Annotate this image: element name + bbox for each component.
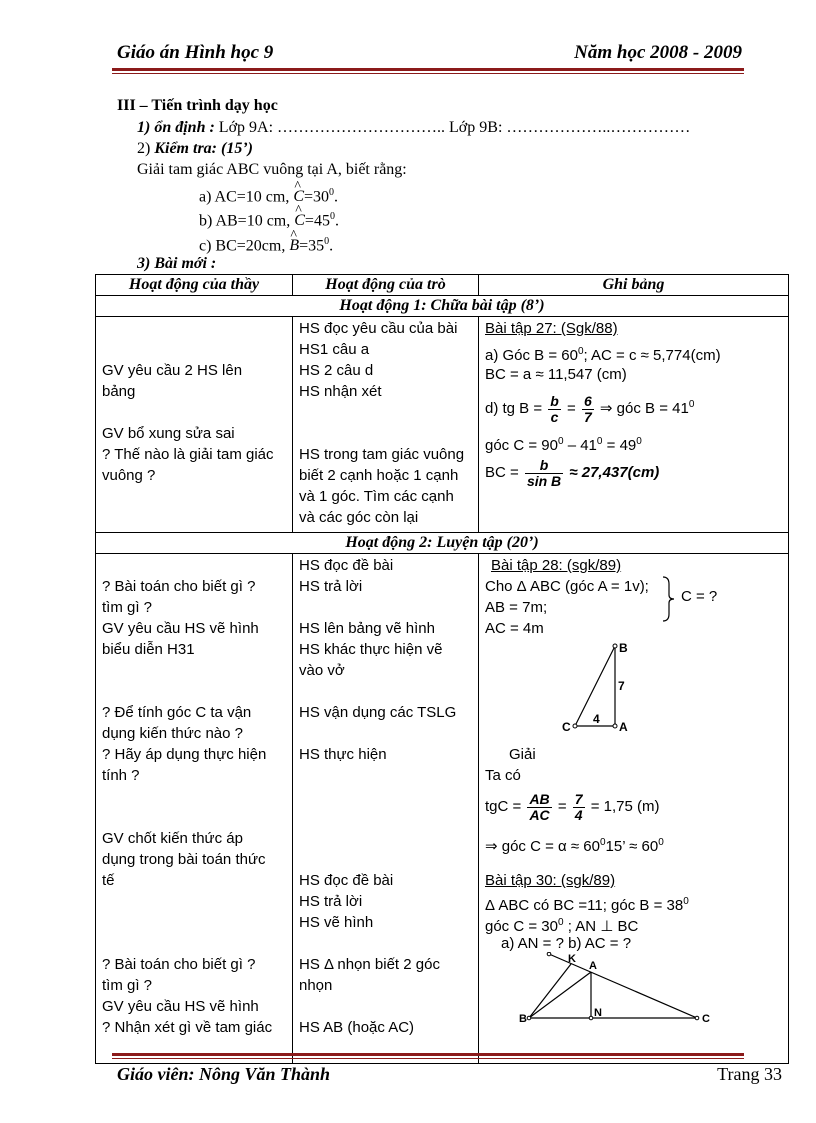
triangle-figure-28 <box>559 640 659 740</box>
r1-teacher-line: GV yêu cầu 2 HS lên <box>102 362 243 379</box>
b-pre: b) AB=10 cm, <box>199 212 295 230</box>
r1-board-cell <box>479 317 789 533</box>
item-2 <box>137 139 253 159</box>
ex27-line-bc2 <box>485 453 659 493</box>
r2-teacher-line: tính ? <box>102 767 140 784</box>
deg: 0 <box>683 896 689 907</box>
footer-rule-thin <box>112 1058 744 1059</box>
activity-2-row <box>96 533 789 554</box>
label-c: C <box>702 1013 710 1025</box>
r2-student-line: HS Δ nhọn biết 2 góc <box>299 956 440 973</box>
deg: 0 <box>577 346 584 357</box>
deg: 0 <box>596 436 603 447</box>
r2-teacher-line: GV chốt kiến thức áp <box>102 830 243 847</box>
l3a: d) tg B = <box>485 400 547 417</box>
r1-student-line: HS nhận xét <box>299 383 382 400</box>
tgc-line <box>485 787 660 827</box>
frac-num: b <box>550 392 559 409</box>
vertex-c <box>573 724 577 728</box>
b-end: . <box>334 212 339 230</box>
fraction-7-4 <box>573 792 585 823</box>
deg: 0 <box>557 436 564 447</box>
res1: ⇒ góc C = α ≈ 60 <box>485 838 600 855</box>
footer-right: Trang 33 <box>717 1064 782 1084</box>
col-student: Hoạt động của trò <box>293 275 479 296</box>
r2-teacher-line: ? Bài toán cho biết gì ? <box>102 956 256 973</box>
r1-student-line: HS 2 câu d <box>299 362 374 379</box>
r2-teacher-line: GV yêu cầu HS vẽ hình <box>102 620 259 637</box>
r1-student-line: HS trong tam giác vuông <box>299 446 465 463</box>
vertex-b <box>527 1016 531 1020</box>
r2-student-line: HS vận dụng các TSLG <box>299 704 457 721</box>
ex28-given-3: AC = 4m <box>485 620 544 637</box>
label-7: 7 <box>618 679 625 693</box>
a-pre: a) AC=10 cm, <box>199 188 294 206</box>
l4b: – 41 <box>563 437 597 454</box>
res2: 15’ ≈ 60 <box>605 838 659 855</box>
ex28-given-2: AB = 7m; <box>485 599 548 616</box>
problem-statement: Giải tam giác ABC vuông tại A, biết rằng: <box>137 161 407 178</box>
ex27-line-d <box>485 385 694 429</box>
tg1: tgC = <box>485 798 526 815</box>
r2-teacher-line: dụng kiến thức nào ? <box>102 725 243 742</box>
h1: Δ ABC có BC =11; góc B = 38 <box>485 897 684 914</box>
lesson-table <box>95 274 789 1064</box>
r1-student-line: và 1 góc. Tìm các cạnh <box>299 488 454 505</box>
angle-c-hat: ^ C <box>293 187 304 207</box>
ex28-find: C = ? <box>681 588 718 605</box>
label-k: K <box>568 953 576 965</box>
activity-2-body <box>96 554 789 1064</box>
r2-student-line: nhọn <box>299 977 333 994</box>
label-c: C <box>562 720 571 734</box>
r2-student-line: HS lên bảng vẽ hình <box>299 620 435 637</box>
r1-student-line: biết 2 cạnh hoặc 1 cạnh <box>299 467 459 484</box>
r1-teacher-line: GV bổ xung sửa sai <box>102 425 235 442</box>
angle-c-hat: ^ C <box>294 211 305 231</box>
result-line <box>485 832 664 857</box>
activity-1-title: Hoạt động 1: Chữa bài tập (8’) <box>96 296 789 317</box>
r1-teacher-line: ? Thế nào là giải tam giác <box>102 446 274 463</box>
l5b: ≈ 27,437(cm) <box>565 464 660 481</box>
item-1-label: 1) ổn định : <box>137 119 215 136</box>
ex28-given-1: Cho Δ ABC (góc A = 1v); <box>485 578 649 595</box>
r1-student-line: và các góc còn lại <box>299 509 419 526</box>
problem-c <box>199 232 333 256</box>
frac-den: 4 <box>574 806 583 823</box>
deg: 0 <box>599 837 606 848</box>
vertex-c <box>695 1016 699 1020</box>
deg: 0 <box>688 399 695 410</box>
r2-board-cell <box>479 554 789 1064</box>
r2-teacher-line: tìm gì ? <box>102 977 153 994</box>
a-val: =30 <box>304 188 330 206</box>
frac-den: 7 <box>583 408 592 425</box>
activity-2-title: Hoạt động 2: Luyện tập (20’) <box>96 533 789 554</box>
b-deg: 0 <box>329 211 335 222</box>
item-3-label: 3) Bài mới : <box>137 255 217 272</box>
label-a: A <box>589 960 597 972</box>
r2-student-line: HS trả lời <box>299 893 363 910</box>
frac-num: AB <box>529 790 550 807</box>
r2-teacher-line: dụng trong bài toán thức <box>102 851 266 868</box>
solution-label: Giải <box>509 746 536 763</box>
r1-student-line: HS đọc yêu cầu của bài <box>299 320 458 337</box>
problem-b <box>199 207 339 231</box>
fraction-6-7 <box>582 394 594 425</box>
a-end: . <box>334 188 339 206</box>
col-board: Ghi bảng <box>479 275 789 296</box>
vertex-b <box>613 644 617 648</box>
teq: = <box>553 798 571 815</box>
h2: góc C = 30 <box>485 918 558 935</box>
l4a: góc C = 90 <box>485 437 558 454</box>
footer-rule-thick <box>112 1053 744 1056</box>
vertex-n <box>589 1016 593 1020</box>
label-a: A <box>619 720 628 734</box>
l1: a) Góc B = 60 <box>485 347 578 364</box>
r2-student-line: HS đọc đề bài <box>299 557 394 574</box>
tg2: = 1,75 (m) <box>586 798 660 815</box>
item-2-num: 2) <box>137 140 151 157</box>
r1-student-cell <box>293 317 479 533</box>
deg: 0 <box>557 917 564 928</box>
c-pre: c) BC=20cm, <box>199 237 290 255</box>
problem-a <box>199 183 338 207</box>
r2-teacher-line: tế <box>102 872 115 889</box>
ex30-find: a) AN = ? b) AC = ? <box>501 935 632 952</box>
item-1-text: Lớp 9A: ………………………….. Lớp 9B: ………………..…………… <box>214 119 691 136</box>
brace-icon <box>659 576 679 622</box>
fraction-ab-ac <box>527 792 551 823</box>
r1-student-line: HS1 câu a <box>299 341 370 358</box>
header-rule-thick <box>112 68 744 71</box>
r1-teacher-line: bảng <box>102 383 136 400</box>
r1-teacher-line: vuông ? <box>102 467 156 484</box>
label-n: N <box>594 1007 602 1019</box>
b-val: =45 <box>304 212 330 230</box>
header-right: Năm học 2008 - 2009 <box>574 42 742 63</box>
r2-teacher-line: tìm gì ? <box>102 599 153 616</box>
r1-teacher-cell <box>96 317 293 533</box>
r2-student-line: HS khác thực hiện vẽ <box>299 641 443 658</box>
c-val: =35 <box>299 237 325 255</box>
col-teacher: Hoạt động của thầy <box>96 275 293 296</box>
section-title: III – Tiến trình dạy học <box>117 97 278 114</box>
r2-student-line: HS đọc đề bài <box>299 872 394 889</box>
r2-student-line: HS thực hiện <box>299 746 387 763</box>
frac-den: c <box>550 408 559 425</box>
frac-den: AC <box>529 806 550 823</box>
activity-1-row <box>96 296 789 317</box>
r2-teacher-line: GV yêu cầu HS vẽ hình <box>102 998 259 1015</box>
exercise-28-title: Bài tập 28: (sgk/89) <box>491 557 622 574</box>
exercise-30-title: Bài tập 30: (sgk/89) <box>485 872 616 889</box>
ex27-line-a <box>485 341 721 366</box>
point-end <box>547 952 551 956</box>
r2-teacher-line: ? Nhận xét gì về tam giác <box>102 1019 273 1036</box>
ta-co: Ta có <box>485 767 521 784</box>
deg: 0 <box>658 837 664 848</box>
fraction-b-c <box>548 394 561 425</box>
exercise-27-title: Bài tập 27: (Sgk/88) <box>485 320 618 337</box>
l3b: ⇒ góc B = 41 <box>595 400 689 417</box>
r2-student-line: HS AB (hoặc AC) <box>299 1019 415 1036</box>
footer-left: Giáo viên: Nông Văn Thành <box>117 1064 331 1084</box>
vertex-a <box>613 724 617 728</box>
label-b: B <box>619 641 628 655</box>
r2-student-line: HS vẽ hình <box>299 914 374 931</box>
r2-teacher-cell <box>96 554 293 1064</box>
frac-den: sin B <box>526 472 562 489</box>
c-deg: 0 <box>324 236 330 247</box>
header-left: Giáo án Hình học 9 <box>117 42 274 63</box>
item-1 <box>137 118 690 138</box>
l4c: = 49 <box>602 437 637 454</box>
item-2-label: Kiểm tra: (15’) <box>154 140 253 157</box>
a-deg: 0 <box>329 187 335 198</box>
frac-num: 7 <box>574 790 583 807</box>
eq: = <box>562 400 580 417</box>
r2-teacher-line: ? Hãy áp dụng thực hiện <box>102 746 267 763</box>
label-4: 4 <box>593 712 600 726</box>
r2-student-line: vào vở <box>299 662 345 679</box>
h2b: ; AN ⊥ BC <box>563 918 639 935</box>
activity-1-body <box>96 317 789 533</box>
angle-b-hat: ^ B <box>289 236 299 256</box>
l5a: BC = <box>485 464 523 481</box>
header-rule-thin <box>112 73 744 74</box>
c-end: . <box>329 237 334 255</box>
r2-teacher-line: biểu diễn H31 <box>102 641 195 658</box>
frac-num: b <box>525 458 563 474</box>
table-header-row <box>96 275 789 296</box>
r2-teacher-line: ? Bài toán cho biết gì ? <box>102 578 256 595</box>
l1b: ; AC = c ≈ 5,774(cm) <box>583 347 721 364</box>
frac-num: 6 <box>583 392 592 409</box>
label-b: B <box>519 1013 527 1025</box>
triangle-figure-30 <box>519 952 719 1032</box>
r2-student-line: HS trả lời <box>299 578 363 595</box>
r2-teacher-line: ? Để tính góc C ta vận <box>102 704 252 721</box>
fraction-b-sinb <box>525 458 563 489</box>
r2-student-cell <box>293 554 479 1064</box>
deg: 0 <box>636 436 642 447</box>
ex27-line-bc: BC = a ≈ 11,547 (cm) <box>485 366 627 383</box>
